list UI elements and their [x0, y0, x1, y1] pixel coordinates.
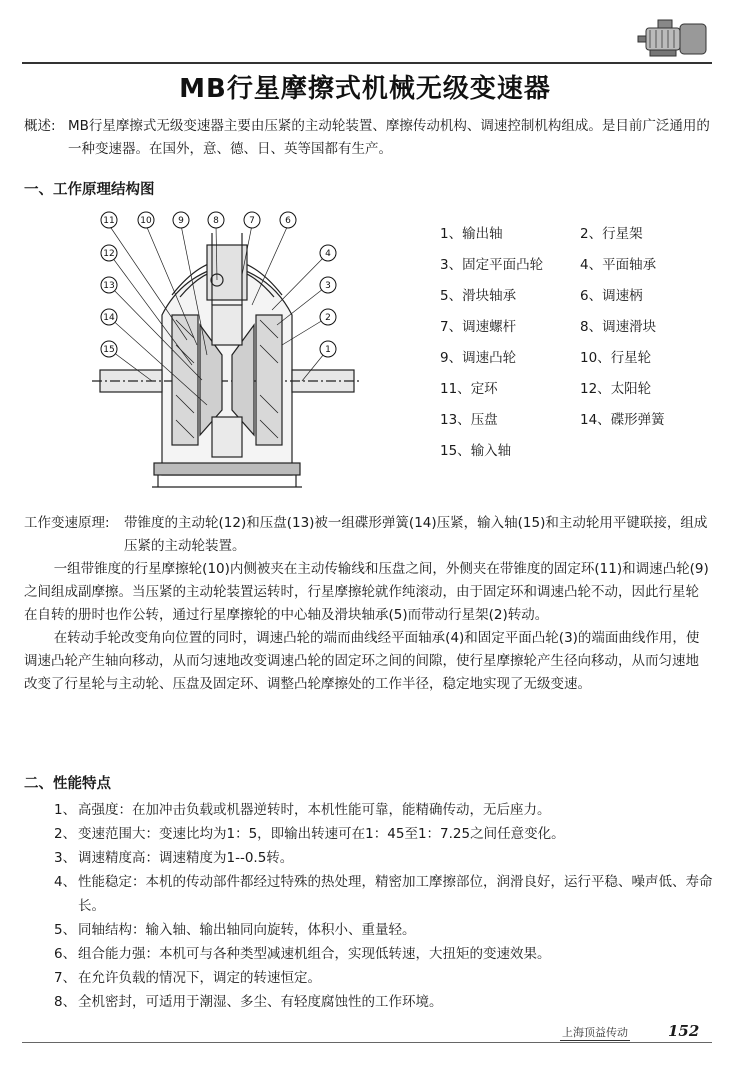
callout-9: [173, 212, 189, 228]
svg-text:3: 3: [325, 281, 331, 291]
svg-text:1: 1: [325, 345, 331, 355]
callout-2: [320, 309, 336, 325]
page-number: 152: [668, 1022, 700, 1040]
svg-text:14: 14: [103, 313, 115, 323]
part-item: 7、调速螺杆: [440, 319, 517, 335]
part-item: 15、输入轴: [440, 443, 512, 459]
working-principle-p2: 一组带锥度的行星摩擦轮(10)内侧被夹在主动传输线和压盘之间，外侧夹在带锥度的固定环(11)和调速凸轮(9)之间组成副摩擦。当压紧的主动轮装置运转时，行星摩擦轮就作纯滚动，由于固定环和调速凸轮不动，因此行星轮在自转的册时也作公转，通过行星摩擦轮的中心轴及滑块轴承(5)而带动行星架(2)转动。: [24, 561, 709, 623]
callout-14: [101, 309, 117, 325]
part-item: 6、调速柄: [580, 288, 643, 304]
callout-6: [280, 212, 296, 228]
footer-rule: [22, 1042, 712, 1043]
overview-paragraph: [24, 115, 710, 161]
svg-text:12: 12: [103, 249, 115, 259]
svg-text:6: 6: [285, 216, 291, 226]
section-heading-structure: 一、工作原理结构图: [24, 182, 155, 198]
callout-1: [320, 341, 336, 357]
structure-diagram: [92, 205, 362, 495]
part-item: 9、调速凸轮: [440, 350, 517, 366]
svg-text:13: 13: [103, 281, 115, 291]
feature-item: 1、 高强度：在加冲击负载或机器逆转时，本机性能可靠，能精确传动，无后座力。: [54, 802, 551, 818]
feature-item: 5、 同轴结构：输入轴、输出轴同向旋转，体积小、重量轻。: [54, 922, 416, 938]
feature-item: 7、 在允许负载的情况下，调定的转速恒定。: [54, 970, 321, 986]
svg-text:9: 9: [178, 216, 184, 226]
feature-item: 6、 组合能力强：本机可与各种类型减速机组合，实现低转速，大扭矩的变速效果。: [54, 946, 551, 962]
part-item: 3、固定平面凸轮: [440, 257, 544, 273]
overview-label: 概述:: [24, 118, 56, 134]
svg-text:11: 11: [103, 216, 115, 226]
svg-text:7: 7: [249, 216, 255, 226]
working-principle-body: [24, 558, 710, 696]
part-item: 8、调速滑块: [580, 319, 657, 335]
part-item: 4、平面轴承: [580, 257, 657, 273]
working-principle-p1: 带锥度的主动轮(12)和压盘(13)被一组碟形弹簧(14)压紧，输入轴(15)和主动轮用平键联接，组成压紧的主动轮装置。: [124, 515, 708, 554]
feature-item: 8、 全机密封，可适用于潮湿、多尘、有轻度腐蚀性的工作环境。: [54, 994, 443, 1010]
callout-3: [320, 277, 336, 293]
callout-15: [101, 341, 117, 357]
svg-text:8: 8: [213, 216, 219, 226]
header-rule: [22, 62, 712, 64]
callout-12: [101, 245, 117, 261]
part-item: 13、压盘: [440, 412, 498, 428]
working-principle-p3: 在转动手轮改变角向位置的同时，调速凸轮的端而曲线经平面轴承(4)和固定平面凸轮(3)的端面曲线作用，使调速凸轮产生轴向移动，从而匀速地改变调速凸轮的固定环之间的间隙，使行星摩擦轮产生径向移动，从而匀速地改变了行星轮与主动轮、压盘及固定环、调整凸轮摩擦处的工作半径，稳定地实现了无级变速。: [24, 630, 700, 692]
callout-11: [101, 212, 117, 228]
part-item: 14、碟形弹簧: [580, 412, 665, 428]
gear-motor-icon: [636, 14, 710, 60]
part-item: 1、输出轴: [440, 226, 503, 242]
part-item: 2、行星架: [580, 226, 643, 242]
section-heading-features: 二、性能特点: [24, 776, 111, 792]
feature-item: 4、 性能稳定：本机的传动部件都经过特殊的热处理，精密加工摩擦部位，润滑良好，运行平稳、噪声低、寿命长。: [54, 874, 713, 914]
features-list: [54, 798, 714, 1014]
callout-10: [138, 212, 154, 228]
part-item: 11、定环: [440, 381, 498, 397]
footer-company: 上海顶益传动: [562, 1026, 628, 1039]
svg-text:10: 10: [140, 216, 152, 226]
part-item: 10、行星轮: [580, 350, 652, 366]
part-item: 5、滑块轴承: [440, 288, 517, 304]
callout-4: [320, 245, 336, 261]
callout-13: [101, 277, 117, 293]
svg-text:15: 15: [103, 345, 115, 355]
feature-item: 2、 变速范围大：变速比均为1：5，即输出转速可在1：45至1：7.25之间任意变化。: [54, 826, 565, 842]
overview-text: MB行星摩擦式无级变速器主要由压紧的主动轮装置、摩擦传动机构、调速控制机构组成。是目前广泛通用的一种变速器。在国外，意、德、日、英等国都有生产。: [68, 118, 710, 157]
working-principle-label: 工作变速原理:: [24, 515, 110, 531]
callout-7: [244, 212, 260, 228]
svg-text:2: 2: [325, 313, 331, 323]
callout-8: [208, 212, 224, 228]
page-title: MB行星摩擦式机械无级变速器: [179, 74, 551, 104]
part-item: 12、太阳轮: [580, 381, 652, 397]
feature-item: 3、 调速精度高：调速精度为1--0.5转。: [54, 850, 294, 866]
svg-text:4: 4: [325, 249, 331, 259]
